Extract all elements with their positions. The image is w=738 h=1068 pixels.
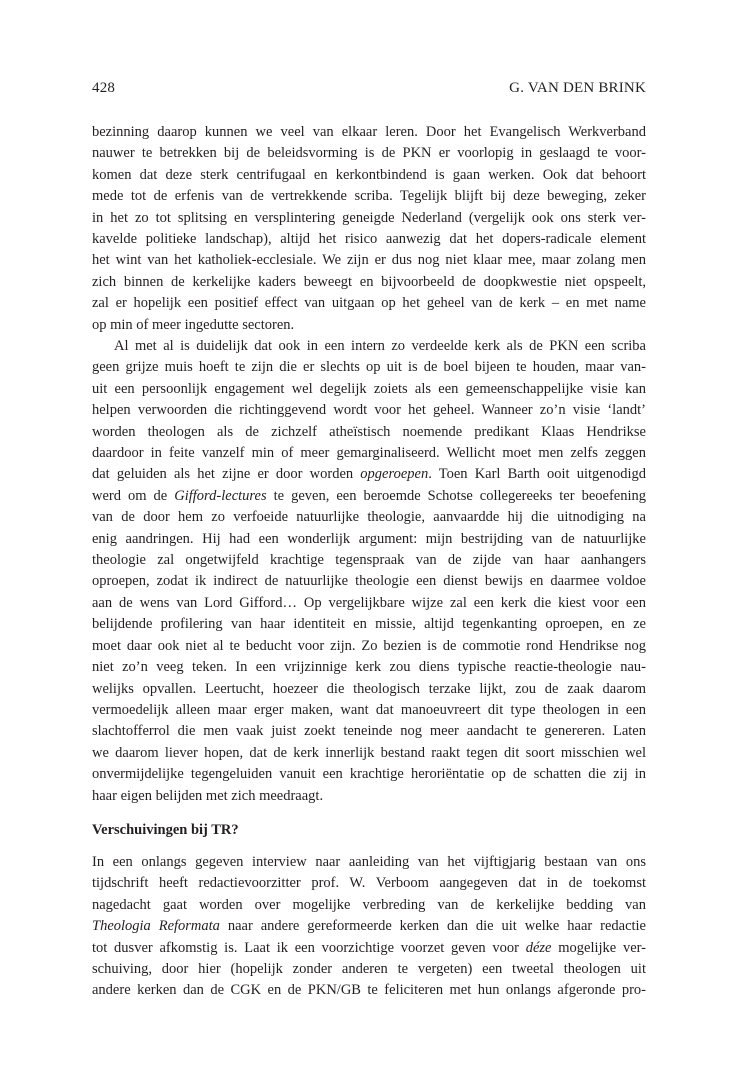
text-line: niet zo’n veeg teken. In een vrijzinnige kerk zou diens typische reactie-theologie nau-: [92, 659, 646, 676]
text-line: zich binnen de kerkelijke kaders beweegt en bijvoorbeeld de doopkwestie niet opspeelt,: [92, 273, 646, 290]
text-line: theologie zal ongetwijfeld krachtige tegenspraak van de zijde van haar aanhangers: [92, 552, 646, 569]
text-line: we daarom liever hopen, dat de kerk innerlijk bestand raakt tegen dit soort misschien wel: [92, 744, 646, 761]
italic-term: déze: [525, 939, 552, 956]
text-line: worden theologen als de zichzelf atheïstisch noemende predikant Klaas Hendrikse: [92, 423, 646, 440]
text-line: enig aandringen. Hij had een wonderlijk argument: mijn bestrijding van de natuurlijke: [92, 530, 646, 547]
text-line: mede tot de erfenis van de vertrekkende scriba. Tegelijk blijft bij deze beweging, zeker: [92, 188, 646, 205]
text-run: naar andere gereformeerde kerken dan die uit welke haar redactie: [219, 918, 646, 935]
paragraph-1: [92, 122, 646, 336]
text-run: werd om de: [92, 487, 175, 504]
text-line: komen dat deze sterk centrifugaal en kerkontbindend is gaan werken. Ook dat behoort: [92, 166, 646, 183]
text-run: te geven, een beroemde Schotse collegereeks ter beoefening: [266, 487, 646, 504]
text-line: belijdende profilering van haar identiteit en missie, altijd tegenkanting oproepen, en ze: [92, 616, 646, 633]
text-line: op min of meer ingedutte sectoren.: [92, 316, 295, 333]
text-line: bezinning daarop kunnen we veel van elkaar leren. Door het Evangelisch Werkverband: [92, 124, 646, 140]
text-line: helpen verwoorden die richtinggevend wordt voor het geheel. Wanneer zo’n visie ‘landt’: [92, 402, 646, 419]
text-line: van de door hem zo verfoeide natuurlijke theologie, aanvaardde hij die uitnodiging na: [92, 509, 646, 526]
text-line: [92, 938, 646, 959]
text-line: zal er hopelijk een positief effect van uitgaan op het geheel van de kerk – en met name: [92, 295, 646, 312]
text-line: kavelde politieke landschap), altijd het risico aanwezig dat het dopers-radicale element: [92, 231, 646, 248]
text-run: tot dusver afkomstig is. Laat ik een voorzichtige voorzet geven voor: [92, 939, 526, 956]
paragraph-3: [92, 852, 646, 1002]
page-number: 428: [92, 80, 116, 96]
text-line: uit een persoonlijk engagement wel degelijk zoiets als een gemeenschappelijke visie kan: [92, 380, 646, 397]
paragraph-2: [92, 336, 646, 807]
text-line: [92, 464, 646, 485]
text-line: aan de wens van Lord Gifford… Op vergelijkbare wijze zal een kerk die kiest voor een: [92, 594, 646, 611]
text-line: In een onlangs gegeven interview naar aanleiding van het vijftigjarig bestaan van ons: [92, 854, 646, 870]
text-run: mogelijke ver-: [551, 939, 647, 956]
italic-term: Gifford-lectures: [174, 487, 267, 504]
text-line: in het zo tot splitsing en versplintering geneigde Nederland (vergelijk ook ons sterk ver-: [92, 209, 646, 226]
running-head: G. VAN DEN BRINK: [509, 80, 646, 96]
italic-term: Theologia Reformata: [92, 918, 220, 935]
text-line: andere kerken dan de CGK en de PKN/GB te feliciteren met hun onlangs afgeronde pro-: [92, 982, 646, 999]
text-line: het wint van het katholiek-ecclesiale. We zijn er dus nog niet klaar mee, maar zolang men: [92, 252, 646, 269]
text-line: nagedacht gaat worden over mogelijke verbreding van de kerkelijke bedding van: [92, 896, 646, 913]
text-run: . Toen Karl Barth ooit uitgenodigd: [428, 466, 646, 483]
section-heading: Verschuivingen bij TR?: [92, 822, 239, 838]
italic-term: opgeroepen: [360, 466, 429, 483]
text-line: tijdschrift heeft redactievoorzitter prof. W. Verboom aangegeven dat in de toekomst: [92, 875, 646, 892]
text-line: haar eigen belijden met zich meedraagt.: [92, 787, 324, 804]
text-line: daardoor in feite vanzelf min of meer gemarginaliseerd. Wellicht moet men zelfs zeggen: [92, 445, 646, 462]
text-line: [92, 486, 646, 507]
text-run: dat geluiden als het zijne er door worden: [92, 466, 361, 483]
text-line: Al met al is duidelijk dat ook in een intern zo verdeelde kerk als de PKN een scriba: [114, 338, 646, 354]
text-line: [92, 916, 646, 937]
text-line: onvermijdelijke tegengeluiden vanuit een krachtige heroriëntatie op de schatten die zij in: [92, 766, 646, 783]
text-line: slachtofferrol die men vaak juist zoekt teneinde nog meer aandacht te genereren. Laten: [92, 723, 646, 740]
text-line: welijks opvallen. Leertucht, hoezeer die theologisch terzake lijkt, zou de zaak daarom: [92, 680, 646, 697]
text-line: geen grijze muis hoeft te zijn die er slechts op uit is de boel bijeen te houden, maar van-: [92, 359, 646, 376]
text-line: oproepen, zodat ik indirect de natuurlijke theologie een dienst bewijs en daarmee voldoe: [92, 573, 646, 590]
text-line: moet daar ook niet al te beducht voor zijn. Zo bezien is de commotie rond Hendrikse nog: [92, 637, 646, 654]
text-line: schuiving, door hier (hopelijk zonder anderen te vergeten) een tweetal theologen uit: [92, 961, 646, 978]
text-line: nauwer te betrekken bij de beleidsvorming is de PKN er voorlopig in geslaagd te voor-: [92, 145, 646, 162]
text-line: vermoedelijk alleen maar erger maken, want dat manoeuvreert dit type theologen in een: [92, 701, 646, 718]
